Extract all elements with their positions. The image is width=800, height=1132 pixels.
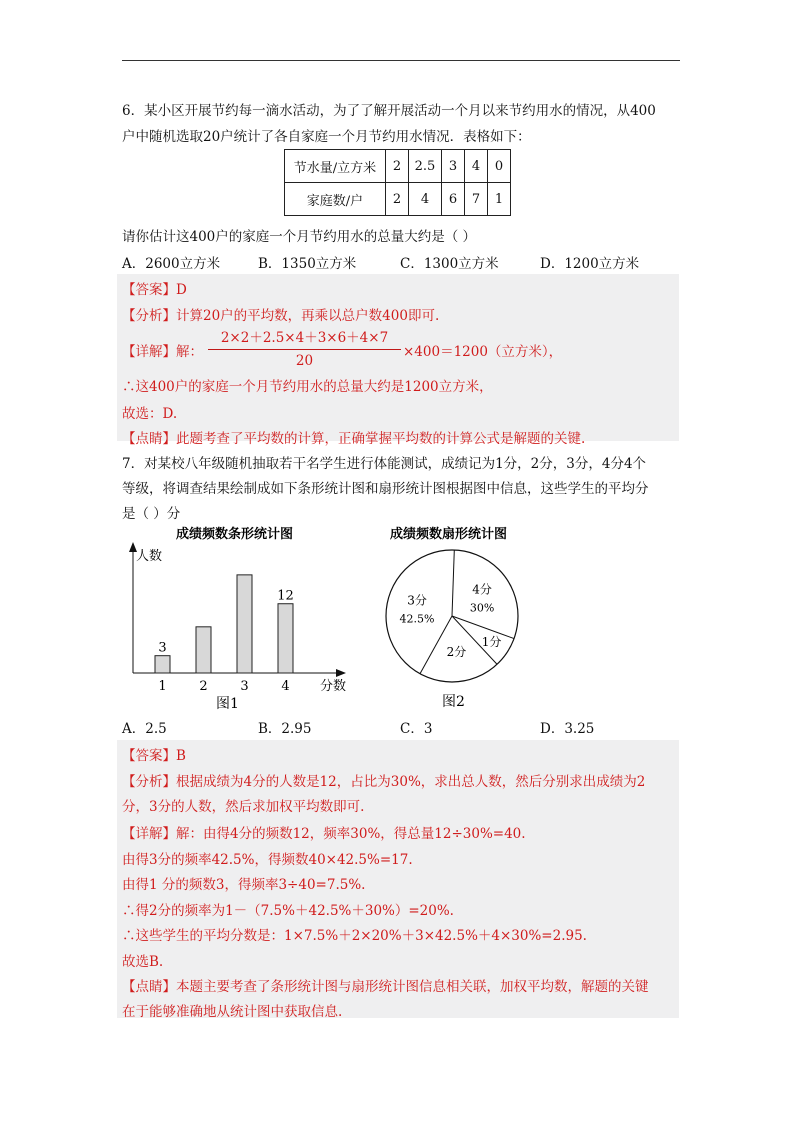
pie-chart-caption: 图2: [442, 694, 465, 710]
bar-chart-caption: 图1: [216, 696, 239, 712]
bar-data-label: 12: [277, 588, 294, 604]
top-rule: [122, 60, 680, 61]
q6-stem-line1: 6．某小区开展节约每一滴水活动，为了了解开展活动一个月以来节约用水的情况，从400: [122, 103, 656, 119]
q7-detail4: ∴得2分的频率为1－（7.5%＋42.5%＋30%）=20%.: [122, 903, 454, 919]
table-cell: 4: [465, 150, 488, 183]
q7-stem-line3: 是（ ）分: [122, 506, 181, 522]
table-cell: 家庭数/户: [285, 183, 386, 216]
fraction-bar: [208, 349, 401, 350]
bar-2: [196, 627, 211, 673]
q7-option-b: B．2.95: [258, 721, 312, 737]
bar-4: [278, 604, 293, 673]
pie-slice-percent: 42.5%: [399, 612, 435, 626]
pie-slice-name: 4分: [472, 582, 492, 597]
q6-option-d: D．1200立方米: [540, 256, 640, 272]
pie-chart-title: 成绩频数扇形统计图: [390, 527, 508, 542]
q6-fraction: [208, 330, 401, 369]
x-tick-label: 1: [158, 679, 167, 694]
q7-detail1: 【详解】解：由得4分的频数12，频率30%，得总量12÷30%=40.: [122, 826, 526, 842]
table-cell: 2: [386, 183, 409, 216]
pie-slice-name: 2分: [446, 645, 467, 660]
q7-analysis-line2: 分，3分的人数，然后求加权平均数即可.: [122, 799, 365, 815]
q6-option-c: C．1300立方米: [400, 256, 499, 272]
q7-option-d: D．3.25: [540, 721, 595, 737]
table-cell: 2: [386, 150, 409, 183]
bar-chart: [118, 518, 358, 718]
q7-option-a: A．2.5: [122, 721, 167, 737]
x-tick-label: 4: [281, 679, 290, 694]
q6-choose: 故选：D.: [122, 406, 178, 422]
q6-comment: 【点睛】此题考查了平均数的计算，正确掌握平均数的计算公式是解题的关键.: [122, 431, 586, 447]
x-tick-label: 3: [240, 679, 249, 694]
q7-comment-line1: 【点睛】本题主要考查了条形统计图与扇形统计图信息相关联，加权平均数，解题的关键: [122, 979, 649, 995]
q7-stem-line2: 等级，将调查结果绘制成如下条形统计图和扇形统计图根据图中信息，这些学生的平均分: [122, 481, 649, 497]
table-cell: 1: [488, 183, 511, 216]
pie-slice-percent: 30%: [469, 601, 495, 615]
bar-data-label: 3: [158, 640, 167, 656]
table-cell: 节水量/立方米: [285, 150, 386, 183]
q6-table: [284, 149, 511, 216]
q7-analysis-line1: 【分析】根据成绩为4分的人数是12，占比为30%，求出总人数，然后分别求出成绩为2: [122, 774, 646, 790]
table-cell: 3: [442, 150, 465, 183]
q6-answer: 【答案】D: [122, 282, 187, 298]
fraction-denominator: 20: [295, 353, 314, 369]
x-axis-label: 分数: [320, 679, 347, 694]
pie-chart: [380, 518, 530, 718]
q7-option-c: C．3: [400, 721, 433, 737]
x-tick-label: 2: [199, 679, 208, 694]
pie-slice-name: 3分: [407, 593, 427, 608]
x-axis-arrow: [336, 669, 346, 677]
pie-group: [386, 550, 518, 682]
table-cell: 0: [488, 150, 511, 183]
table-row: [285, 183, 511, 216]
bar-chart-title: 成绩频数条形统计图: [176, 527, 294, 542]
bar-3: [237, 575, 252, 673]
q6-fraction-rest: ×400＝1200（立方米），: [403, 344, 563, 360]
table-row: [285, 150, 511, 183]
q6-option-a: A．2600立方米: [122, 256, 221, 272]
q6-question: 请你估计这400户的家庭一个月节约用水的总量大约是（ ）: [122, 229, 477, 245]
q6-detail-label: 【详解】解：: [122, 344, 203, 360]
q6-stem-line2: 户中随机选取20户统计了各自家庭一个月节约用水情况．表格如下：: [122, 129, 531, 145]
table-cell: 7: [465, 183, 488, 216]
table-cell: 6: [442, 183, 465, 216]
bar-1: [155, 656, 170, 673]
q7-detail2: 由得3分的频率42.5%，得频数40×42.5%=17.: [122, 852, 413, 868]
bars-group: [155, 575, 294, 694]
q7-choose: 故选B.: [122, 954, 164, 970]
table-cell: 2.5: [409, 150, 442, 183]
q7-stem-line1: 7．对某校八年级随机抽取若干名学生进行体能测试，成绩记为1分，2分，3分，4分4个: [122, 456, 647, 472]
q7-detail3: 由得1 分的频数3，得频率3÷40=7.5%.: [122, 877, 366, 893]
q6-conclusion: ∴这400户的家庭一个月节约用水的总量大约是1200立方米，: [122, 379, 493, 395]
q6-option-b: B．1350立方米: [258, 256, 357, 272]
y-axis-label: 人数: [136, 549, 163, 564]
table-cell: 4: [409, 183, 442, 216]
q7-comment-line2: 在于能够准确地从统计图中获取信息.: [122, 1004, 343, 1020]
pie-slice-name: 1分: [481, 635, 502, 650]
fraction-numerator: 2×2＋2.5×4＋3×6＋4×7: [220, 330, 389, 346]
q7-detail5: ∴这些学生的平均分数是：1×7.5%＋2×20%＋3×42.5%＋4×30%=2.95.: [122, 928, 587, 944]
q6-analysis: 【分析】计算20户的平均数，再乘以总户数400即可.: [122, 308, 440, 324]
q7-answer: 【答案】B: [122, 748, 186, 764]
